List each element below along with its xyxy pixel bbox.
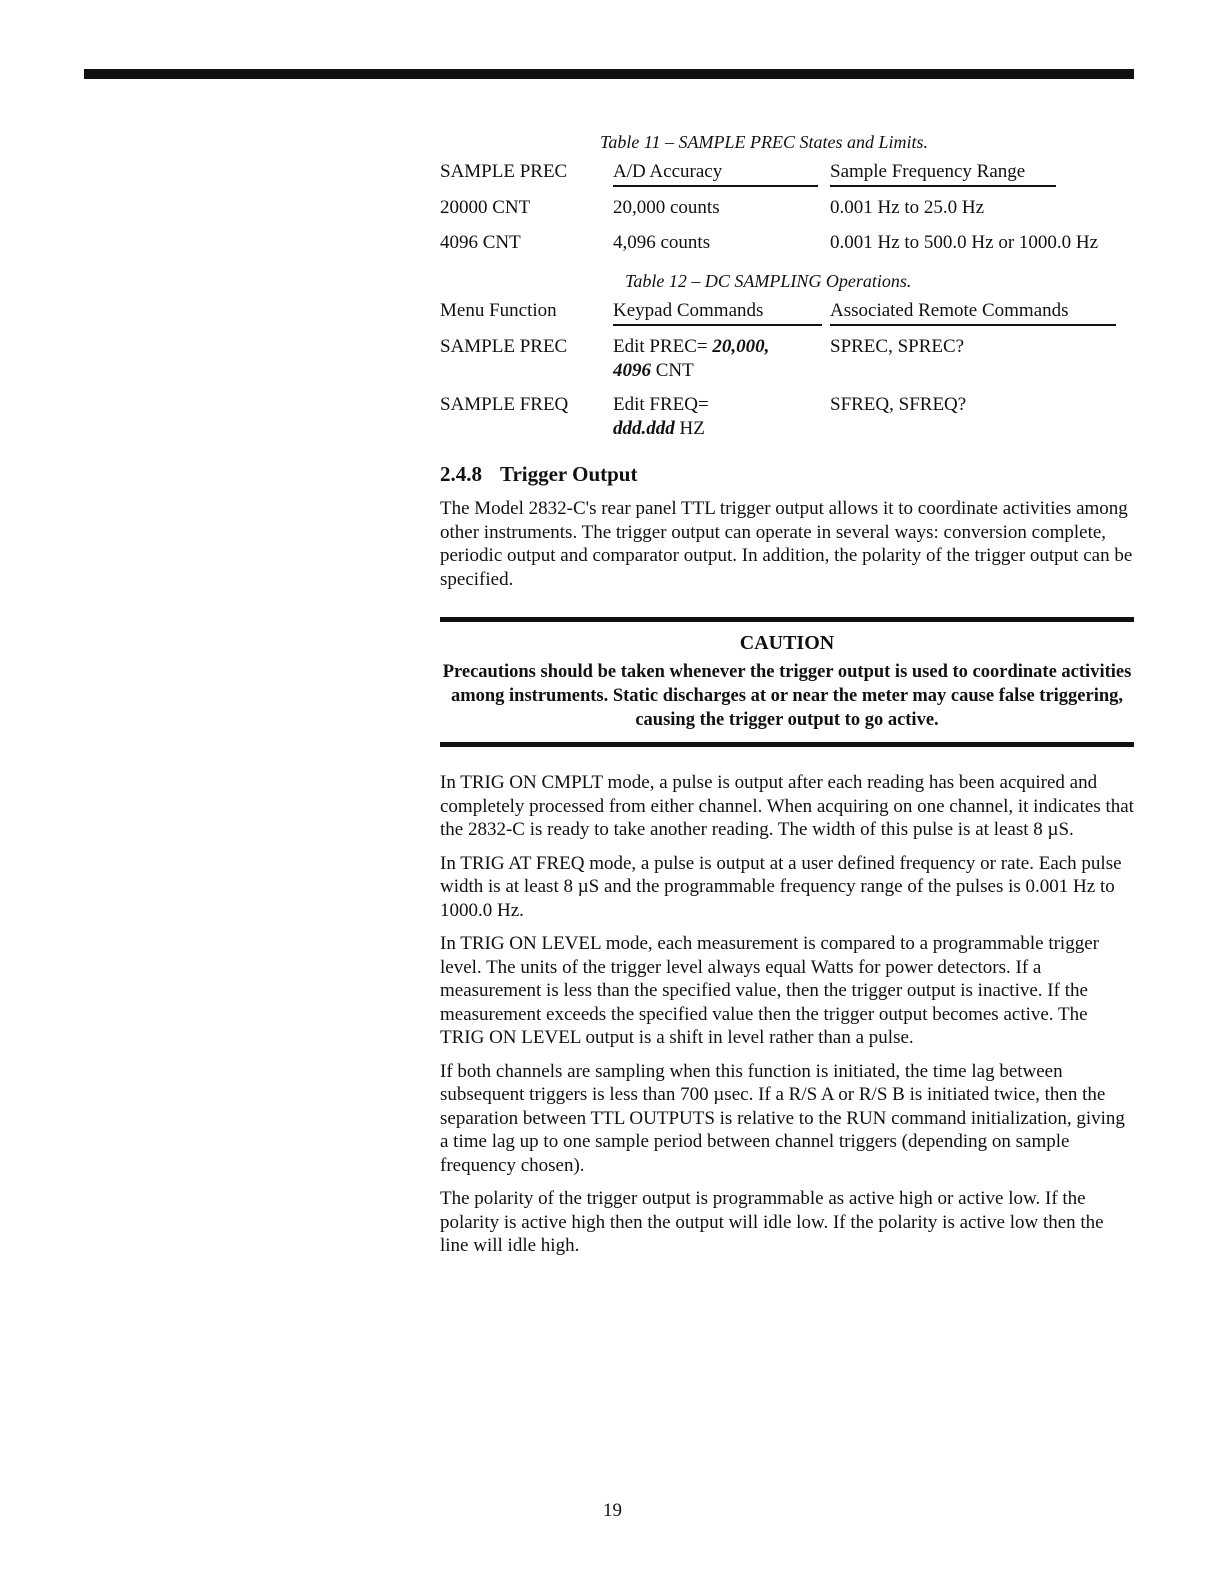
section-number: 2.4.8 <box>440 462 482 486</box>
cell-menu-function: SAMPLE FREQ <box>440 394 569 415</box>
table-12-caption: Table 12 – DC SAMPLING Operations. <box>625 271 912 291</box>
table-row <box>440 393 1134 441</box>
header-remote-commands: Associated Remote Commands <box>830 299 1116 326</box>
keypad-value: ddd.ddd <box>613 418 675 439</box>
cell-ad-accuracy: 20,000 counts <box>613 197 720 218</box>
section-title: Trigger Output <box>500 462 638 486</box>
page-number: 19 <box>603 1500 622 1521</box>
header-menu-function: Menu Function <box>440 300 557 321</box>
table-row <box>440 196 1134 220</box>
caution-text: Precautions should be taken whenever the trigger output is used to coordinate activities among instruments. Static discharges at or near the meter may cause false triggering, causing the trigger output to go active. <box>442 662 1132 730</box>
cell-remote-command: SFREQ, SFREQ? <box>830 394 967 415</box>
paragraph-trig-on-level: In TRIG ON LEVEL mode, each measurement is compared to a programmable trigger level. The units of the trigger level always equal Watts for power detectors. If a measurement is less than the specified value, then the trigger output is inactive. If the measurement exceeds the specified value then the trigger output becomes active. The TRIG ON LEVEL output is a shift in level rather than a pulse. <box>440 933 1099 1048</box>
caution-box <box>440 617 1134 747</box>
table-header-row <box>440 160 1134 187</box>
header-ad-accuracy: A/D Accuracy <box>613 160 818 187</box>
header-keypad-commands: Keypad Commands <box>613 299 822 326</box>
section-intro-paragraph: The Model 2832-C's rear panel TTL trigger output allows it to coordinate activities among other instruments. The trigger output can operate in several ways: conversion complete, periodic output and comparator output. In addition, the polarity of the trigger output can be specified. <box>440 498 1133 590</box>
table-header-row <box>440 299 1134 326</box>
cell-sample-prec: 20000 CNT <box>440 197 531 218</box>
header-sample-prec: SAMPLE PREC <box>440 161 568 182</box>
table-12 <box>440 299 1134 441</box>
cell-ad-accuracy: 4,096 counts <box>613 232 711 253</box>
cell-menu-function: SAMPLE PREC <box>440 336 568 357</box>
cell-keypad-command <box>613 335 830 383</box>
paragraph-polarity: The polarity of the trigger output is programmable as active high or active low. If the polarity is active high then the output will idle low. If the polarity is active low then the line will idle high. <box>440 1188 1104 1256</box>
header-sample-frequency-range: Sample Frequency Range <box>830 160 1056 187</box>
keypad-suffix: CNT <box>651 360 694 381</box>
table-row <box>440 335 1134 383</box>
section-heading <box>440 461 1134 487</box>
cell-frequency-range: 0.001 Hz to 25.0 Hz <box>830 197 985 218</box>
keypad-prefix: Edit PREC= <box>613 336 713 357</box>
cell-remote-command: SPREC, SPREC? <box>830 336 965 357</box>
page-content <box>440 130 1134 1268</box>
cell-keypad-command <box>613 393 830 441</box>
caution-title: CAUTION <box>739 632 835 654</box>
keypad-suffix: HZ <box>674 418 705 439</box>
keypad-value: 4096 <box>613 360 651 381</box>
paragraph-trig-on-cmplt: In TRIG ON CMPLT mode, a pulse is output after each reading has been acquired and completely processed from either channel. When acquiring on one channel, it indicates that the 2832-C is ready to take another reading. The width of this pulse is at least 8 µS. <box>440 772 1134 840</box>
keypad-value: 20,000, <box>712 336 770 357</box>
table-row <box>440 231 1134 255</box>
top-rule <box>84 69 1134 79</box>
cell-frequency-range: 0.001 Hz to 500.0 Hz or 1000.0 Hz <box>830 232 1099 253</box>
paragraph-trig-at-freq: In TRIG AT FREQ mode, a pulse is output at a user defined frequency or rate. Each pulse width is at least 8 µS and the programmable frequency range of the pulses is 0.001 Hz to 1000.0 Hz. <box>440 852 1122 921</box>
table-11-caption: Table 11 – SAMPLE PREC States and Limits. <box>600 132 929 152</box>
cell-sample-prec: 4096 CNT <box>440 232 521 253</box>
keypad-prefix: Edit FREQ= <box>613 394 709 415</box>
paragraph-both-channels: If both channels are sampling when this function is initiated, the time lag between subsequent triggers is less than 700 µsec. If a R/S A or R/S B is initiated twice, then the separation between TTL OUTPUTS is relative to the RUN command initialization, giving a time lag up to one sample period between channel triggers (depending on sample frequency chosen). <box>440 1060 1125 1176</box>
table-11 <box>440 160 1134 255</box>
